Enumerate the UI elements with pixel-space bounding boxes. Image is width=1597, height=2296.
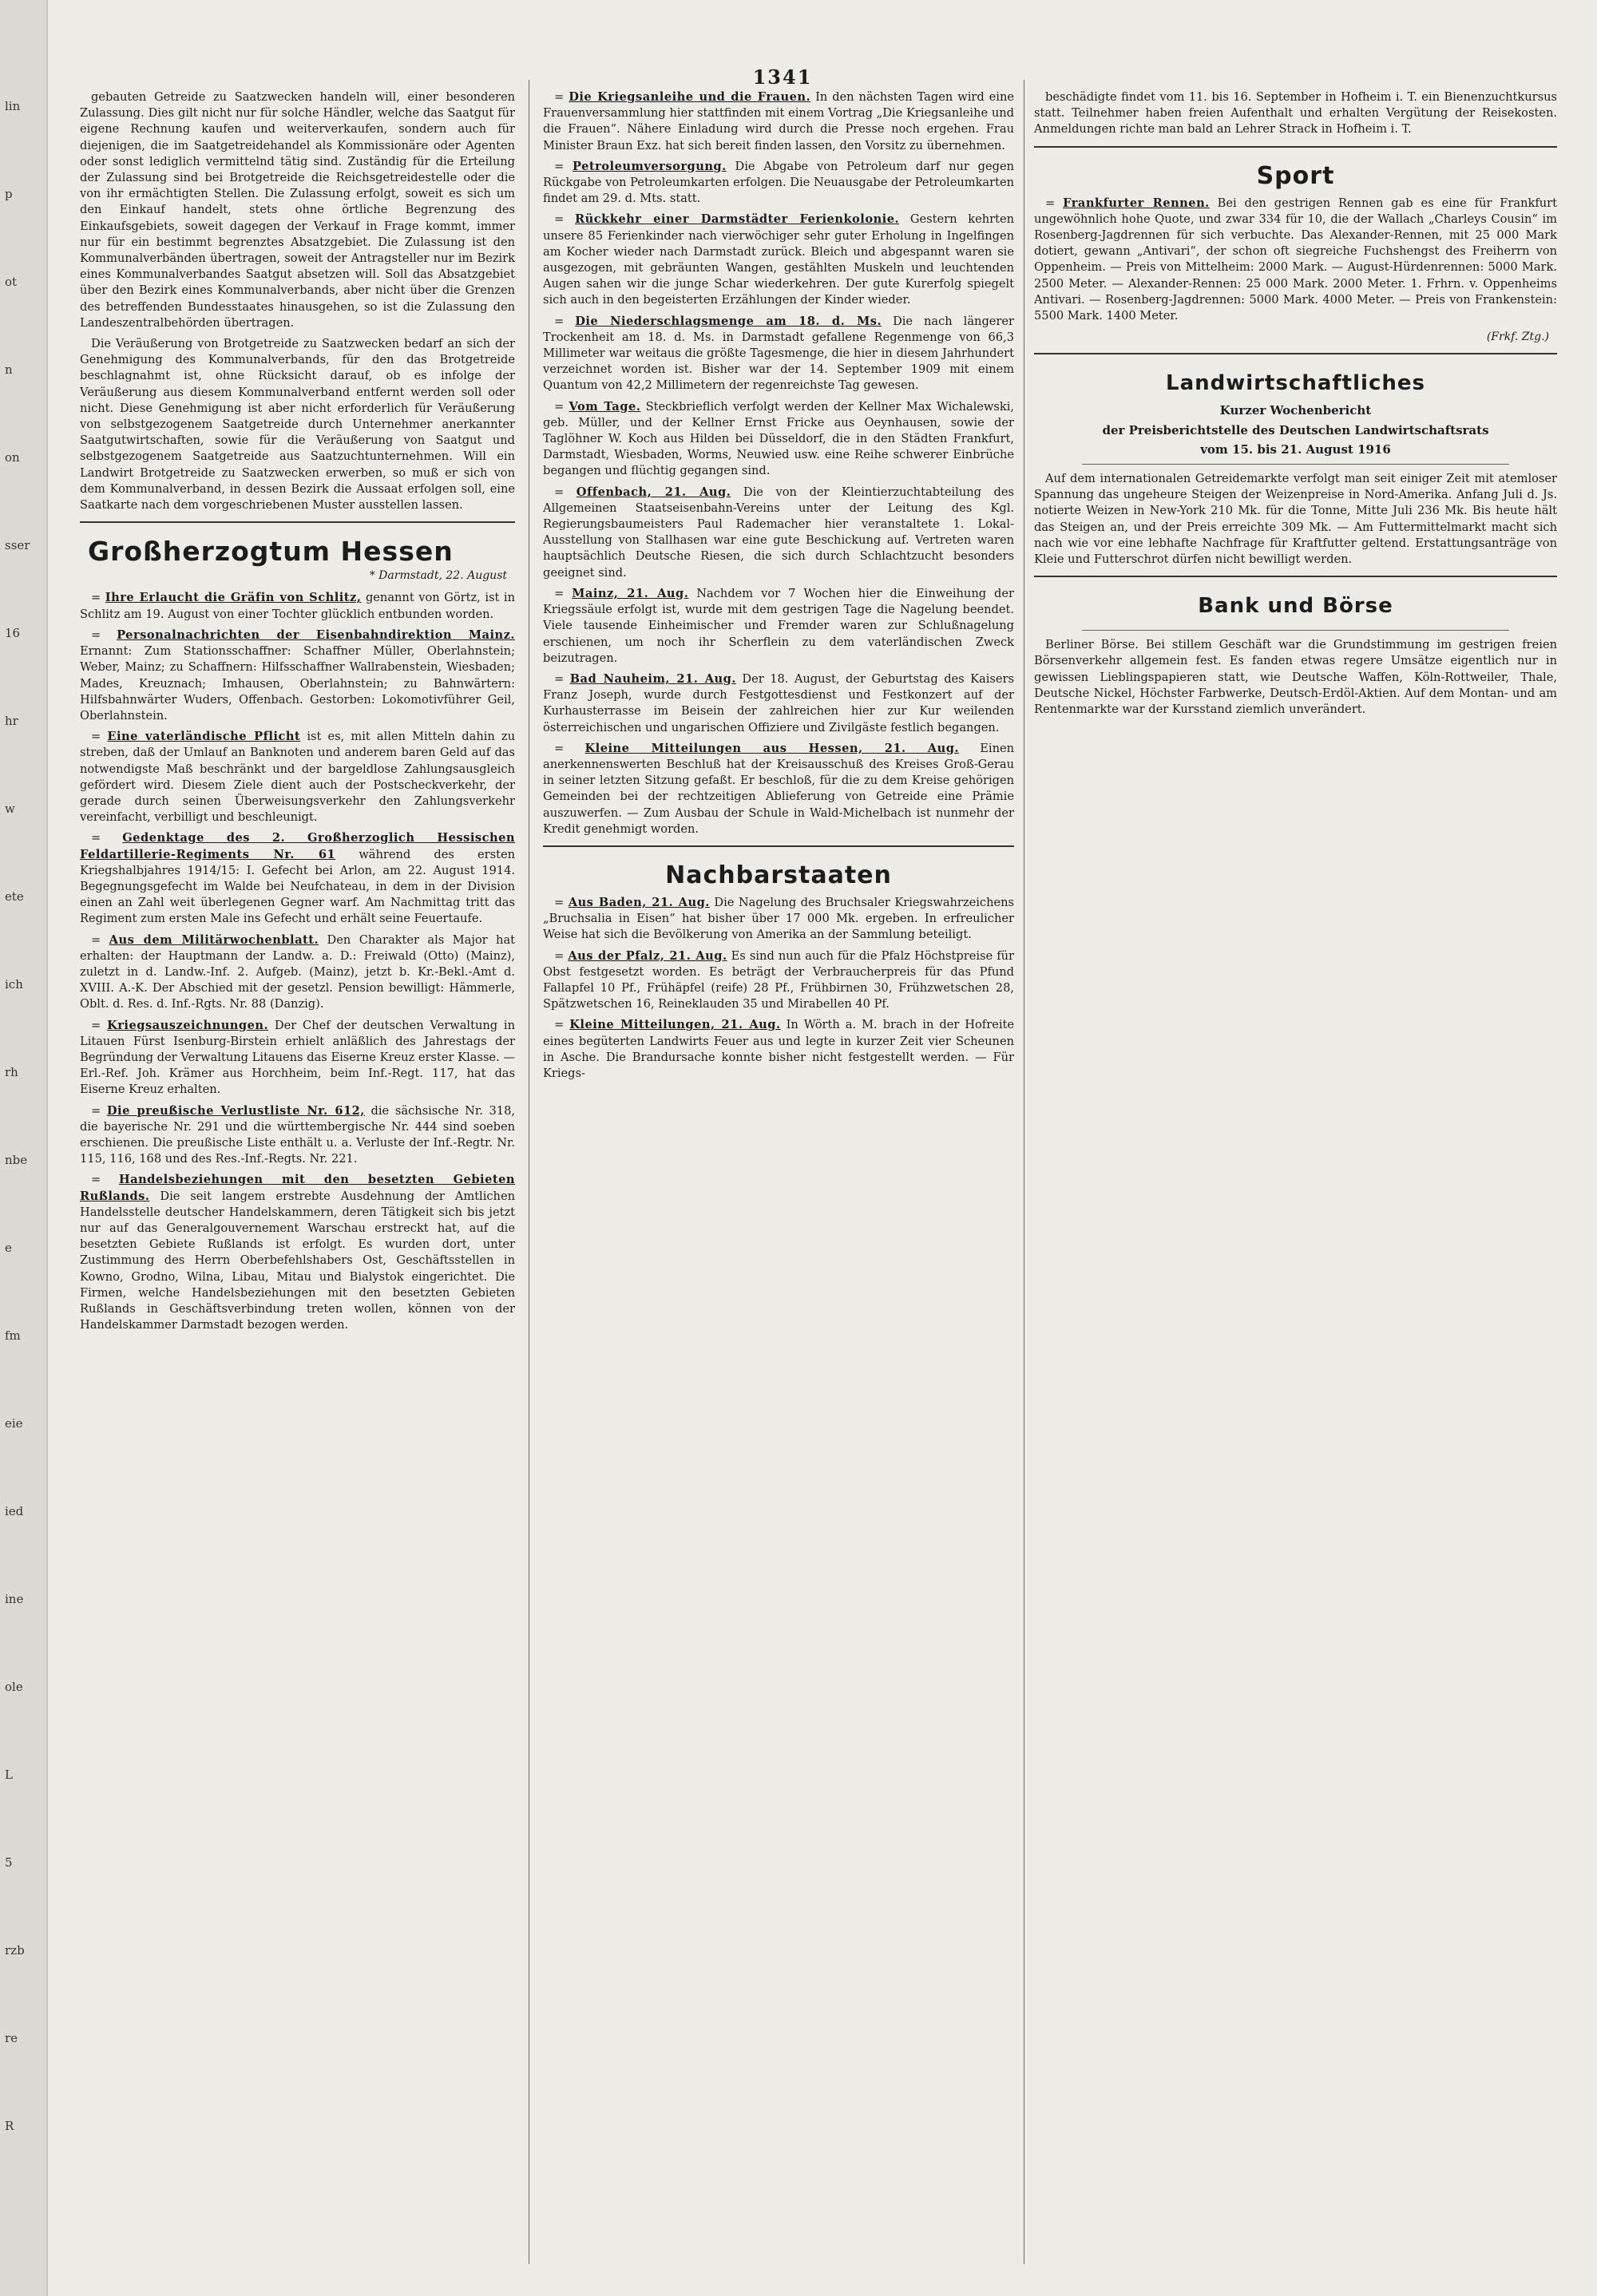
news-item: = Petroleumversorgung. Die Abgabe von Petroleum darf nur gegen Rückgabe von Petroleumkarten erfolgen. Die Neuausgabe der Petroleumkarten findet am 29. d. Mts. statt.	[543, 159, 1014, 206]
news-item-headline: Petroleumversorgung.	[573, 159, 727, 173]
edge-fragment: w	[5, 802, 15, 816]
news-item-headline: Eine vaterländische Pflicht	[107, 730, 301, 744]
edge-fragment: rh	[5, 1065, 18, 1079]
news-item-headline: Frankfurter Rennen.	[1063, 196, 1210, 210]
news-item-text: Ernannt: Zum Stationsschaffner: Schaffner Müller, Oberlahnstein; Weber, Mainz; zu Schaffnern: Hilfsschaffner Wallrabenstein, Wiesbaden; Mades, Kreuznach; Imhausen, Oberlahnstein; zu Bahnwärtern: Hilfsbahnwärter Wuders, Offenbach. Gestorben: Lokomotivführer Geil, Oberlahnstein.	[80, 644, 515, 722]
edge-fragment: e	[5, 1241, 12, 1255]
dateline: * Darmstadt, 22. August	[369, 569, 507, 583]
news-item: = Handelsbeziehungen mit den besetzten Gebieten Rußlands. Die seit langem erstrebte Ausdehnung der Amtlichen Handelsstelle deutscher Handelskammern, deren Tätigkeit sich bis jetzt nur auf das Generalgouvernement Warschau erstreckt hat, auf die besetzten Gebiete Rußlands ist erfolgt. Es wurden dort, unter Zustimmung des Herrn Oberbefehlshabers Ost, Geschäftsstellen in Kowno, Grodno, Wilna, Libau, Mitau und Bialystok eingerichtet. Die Firmen, welche Handelsbeziehungen mit den besetzten Gebieten Rußlands in Geschäftsverbindung treten wollen, können von der Handelskammer Darmstadt bezogen werden.	[80, 1173, 515, 1332]
news-item-headline: Kleine Mitteilungen, 21. Aug.	[569, 1018, 781, 1032]
col1-news-list	[80, 590, 515, 1333]
edge-fragment: re	[5, 2031, 18, 2045]
news-item-headline: Aus dem Militärwochenblatt.	[109, 932, 319, 947]
edge-fragment: R	[5, 2119, 14, 2133]
news-item-text: ist es, mit allen Mitteln dahin zu streben, daß der Umlauf an Banknoten und anderem baren Geld auf das notwendigste Maß beschränkt und der bargeldlose Zahlungsausgleich gefördert wird. Diesem Ziele dient auch der Postscheckverkehr, der gerade durch seinen Überweisungsverkehr den Zahlungsverkehr vereinfacht, verbilligt und beschleunigt.	[80, 730, 515, 825]
news-item-headline: Bad Nauheim, 21. Aug.	[569, 671, 736, 686]
column-fade	[543, 2240, 1014, 2264]
news-item-headline: Gedenktage des 2. Großherzoglich Hessischen Feldartillerie-Regiments Nr. 61	[80, 831, 515, 861]
news-item: = Aus der Pfalz, 21. Aug. Es sind nun auch für die Pfalz Höchstpreise für Obst festgesetzt worden. Es beträgt der Verbraucherpreis für das Pfund Fallapfel 10 Pf., Frühäpfel (reife) 28 Pf., Frühbirnen 30, Frühzwetschen 28, Spätzwetschen 16, Reineklauden 35 und Mirabellen 40 Pf.	[543, 948, 1014, 1011]
news-item-text: Steckbrieflich verfolgt werden der Kellner Max Wichalewski, geb. Müller, und der Kellner Ernst Fricke aus Oeynhausen, sowie der Taglöhner W. Koch aus Hilden bei Düsseldorf, die in den Städten Frankfurt, Darmstadt, Wiesbaden, Worms, Neuwied usw. eine Reihe schwerer Einbrüche begangen und flüchtig gegangen sind.	[543, 399, 1014, 478]
news-item-text: Gestern kehrten unsere 85 Ferienkinder nach vierwöchiger sehr guter Erholung in Ingelfingen am Kocher wieder nach Darmstadt zurück. Bleich und abgespannt waren sie ausgezogen, mit gebräunten Wangen, gestählten Muskeln und leuchtenden Augen sahen wir die junge Schar wiederkehren. Der gute Kurerfolg spiegelt sich auch in den begeisterten Erzählungen der Kinder wieder.	[543, 212, 1014, 307]
news-item-headline: Kleine Mitteilungen aus Hessen, 21. Aug.	[585, 741, 960, 755]
news-item-headline: Aus der Pfalz, 21. Aug.	[568, 948, 727, 963]
news-item-text: Die nach längerer Trockenheit am 18. d. Ms. in Darmstadt gefallene Regenmenge von 66,3 Millimeter war weitaus die größte Tagesmenge, die hier in diesem Jahrhundert verzeichnet worden ist. Bisher war der 14. September 1909 mit einem Quantum von 42,2 Millimetern der regenreichste Tag gewesen.	[543, 314, 1014, 393]
news-item-text: Der Chef der deutschen Verwaltung in Litauen Fürst Isenburg-Birstein erhielt anläßlich des Jahrestags der Begründung der Verwaltung Litauens das Eiserne Kreuz erster Klasse. — Erl.-Ref. Joh. Krämer aus Horchheim, beim Inf.-Regt. 117, hat das Eiserne Kreuz erhalten.	[80, 1018, 515, 1097]
news-item-text: Der 18. August, der Geburtstag des Kaisers Franz Joseph, wurde durch Festgottesdienst und Festkonzert auf der Kurhausterrasse im Beisein der zahlreichen hier zur Kur weilenden österreichischen und ungarischen Offiziere und Zivilgäste festlich begangen.	[543, 671, 1014, 734]
column-1	[80, 89, 515, 2264]
news-item: = Gedenktage des 2. Großherzoglich Hessischen Feldartillerie-Regiments Nr. 61 während des ersten Kriegshalbjahres 1914/15: I. Gefecht bei Arlon, am 22. August 1914. Begegnungsgefecht im Walde bei Neufchateau, in dem in der Division einen an Zahl weit überlegenen Gegner warf. Am Nachmittag tritt das Regiment zum ersten Male ins Gefecht und erhält seine Feuertaufe.	[80, 831, 515, 926]
news-item-headline: Offenbach, 21. Aug.	[576, 485, 731, 499]
agri-subtitle-2: der Preisberichtstelle des Deutschen Landwirtschaftsrats	[1102, 422, 1489, 437]
col2-news-list-2	[543, 895, 1014, 1082]
news-item: = Die Kriegsanleihe und die Frauen. In den nächsten Tagen wird eine Frauenversammlung hier stattfinden mit einem Vortrag „Die Kriegsanleihe und die Frauen“. Nähere Einladung wird durch die Presse noch ergehen. Frau Minister Braun Exz. hat sich bereit finden lassen, den Vorsitz zu übernehmen.	[543, 90, 1014, 152]
col3-intro: beschädigte findet vom 11. bis 16. September in Hofheim i. T. ein Bienenzuchtkursus statt. Teilnehmer haben freien Aufenthalt und erhalten Vergütung der Reisekosten. Anmeldungen richte man bald an Lehrer Strack in Hofheim i. T.	[1034, 90, 1557, 137]
edge-fragment: ete	[5, 889, 24, 904]
news-item: = Aus dem Militärwochenblatt. Den Charakter als Major hat erhalten: der Hauptmann der Landw. a. D.: Freiwald (Otto) (Mainz), zuletzt in d. Landw.-Inf. 2. Aufgeb. (Mainz), jetzt b. Kr.-Bekl.-Amt d. XVIII. A.-K. Der Abschied mit der gesetzl. Pension bewilligt: Hämmerle, Oblt. d. Res. d. Inf.-Rgts. Nr. 88 (Danzig).	[80, 932, 515, 1011]
news-item-headline: Ihre Erlaucht die Gräfin von Schlitz,	[105, 591, 362, 605]
edge-fragment: lin	[5, 99, 21, 113]
col2-news-list	[543, 89, 1014, 837]
news-item-headline: Die preußische Verlustliste Nr. 612,	[106, 1103, 365, 1118]
edge-fragment: ole	[5, 1680, 23, 1694]
bank-report: Berliner Börse. Bei stillem Geschäft war die Grundstimmung im gestrigen freien Börsenverkehr allgemein fest. Es fanden etwas regere Umsätze eigentlich nur in gewissen Lieblingspapieren statt, wie Deutsche Waffen, Köln-Rottweiler, Thale, Deutsche Nickel, Höchster Farbwerke, Deutsch-Erdöl-Aktien. Auf dem Montan- und am Rentenmarkte war der Kursstand ziemlich unverändert.	[1034, 638, 1557, 717]
news-item: = Kleine Mitteilungen aus Hessen, 21. Aug. Einen anerkennenswerten Beschluß hat der Kreisausschuß des Kreises Groß-Gerau in seiner letzten Sitzung gefaßt. Er beschloß, für die zu dem Kreise gehörigen Gemeinden bei der rechtzeitigen Ablieferung von Getreide eine Prämie auszuwerfen. — Zum Ausbau der Schule in Wald-Michelbach ist nunmehr der Kredit genehmigt worden.	[543, 741, 1014, 836]
edge-fragment: L	[5, 1768, 13, 1782]
subtitle-rule	[1082, 630, 1509, 631]
news-item: = Frankfurter Rennen. Bei den gestrigen Rennen gab es eine für Frankfurt ungewöhnlich hohe Quote, und zwar 334 für 10, die der Wallach „Charleys Cousin“ im Rosenberg-Jagdrennen für sich verbuchte. Das Alexander-Rennen, mit 25 000 Mark dotiert, gewann „Antivari“, der schon oft siegreiche Fuchshengst des Freiherrn von Oppenheim. — Preis von Mittelheim: 2000 Mark. — August-Hürdenrennen: 5000 Mark. 2500 Meter. — Alexander-Rennen: 25 000 Mark. 2000 Meter. 1. Frhrn. v. Oppenheims Antivari. — Rosenberg-Jagdrennen: 5000 Mark. 4000 Meter. — Preis von Frankenstein: 5500 Mark. 1400 Meter.	[1034, 196, 1557, 323]
section-title-nachbarstaaten: Nachbarstaaten	[665, 861, 892, 889]
news-item-text: genannt von Görtz, ist in Schlitz am 19. August von einer Tochter glücklich entbunden worden.	[80, 591, 515, 621]
sport-source: (Frkf. Ztg.)	[1486, 331, 1549, 344]
news-item: = Aus Baden, 21. Aug. Die Nagelung des Bruchsaler Kriegswahrzeichens „Bruchsalia in Eisen“ hat bisher über 17 000 Mk. ergeben. In erfreulicher Weise hat sich die Bevölkerung von Amerika an der Sammlung beteiligt.	[543, 895, 1014, 942]
news-item-headline: Rückkehr einer Darmstädter Ferienkolonie.	[574, 212, 900, 227]
edge-fragment: hr	[5, 714, 18, 728]
news-item-headline: Die Kriegsanleihe und die Frauen.	[569, 90, 811, 104]
section-rule	[1034, 353, 1557, 354]
news-item-headline: Kriegsauszeichnungen.	[107, 1018, 269, 1032]
edge-fragment: p	[5, 187, 13, 201]
edge-fragment: sser	[5, 538, 30, 552]
section-rule	[80, 521, 515, 523]
news-item-headline: Die Niederschlagsmenge am 18. d. Ms.	[575, 314, 882, 328]
news-item: = Offenbach, 21. Aug. Die von der Kleintierzuchtabteilung des Allgemeinen Staatseisenbahn-Vereins unter der Leitung des Kgl. Regierungsbaumeisters Paul Rademacher hier veranstaltete 1. Lokal-Ausstellung von Stallhasen war eine gute Beschickung auf. Vertreten waren hauptsächlich Deutsche Riesen, die sich durch Schlachtzucht besonders geeignet sind.	[543, 485, 1014, 580]
edge-fragment: eie	[5, 1416, 23, 1431]
edge-fragment: rzb	[5, 1943, 25, 1958]
news-item-headline: Vom Tage.	[569, 399, 641, 414]
col1-intro: gebauten Getreide zu Saatzwecken handeln will, einer besonderen Zulassung. Dies gilt nicht nur für solche Händler, welche das Saatgut für eigene Rechnung kaufen und weiterverkaufen, sondern auch für diejenigen, die im Saatgetreidehandel als Kommissionäre oder Agenten oder sonst lediglich vermittelnd tätig sind. Zuständig für die Erteilung der Zulassung sind bei Brotgetreide die Reichsgetreidestelle oder die von ihr ermächtigten Stellen. Die Zulassung erfolgt, soweit es sich um den Einkauf handelt, stets ohne örtliche Begrenzung des Einkaufsgebiets, soweit dagegen der Verkauf in Frage kommt, immer nur für ein bestimmt begrenztes Absatzgebiet. Die Zulassung ist den Kommunalverbänden übertragen, soweit der Antragsteller nur im Bezirk eines Kommunalverbandes Saatgut absetzen will. Soll das Absatzgebiet über den Bezirk eines Kommunalverbands, aber nicht über die Grenzen des betreffenden Bundesstaates hinausgehen, so ist die Zulassung den Landeszentralbehörden übertragen.	[80, 90, 515, 330]
agri-subtitle-3: vom 15. bis 21. August 1916	[1200, 441, 1391, 457]
news-item-text: Es sind nun auch für die Pfalz Höchstpreise für Obst festgesetzt worden. Es beträgt der Verbraucherpreis für das Pfund Fallapfel 10 Pf., Frühäpfel (reife) 28 Pf., Frühbirnen 30, Frühzwetschen 28, Spätzwetschen 16, Reineklauden 35 und Mirabellen 40 Pf.	[543, 948, 1014, 1011]
section-title-sport: Sport	[1256, 161, 1335, 190]
news-item: = Kriegsauszeichnungen. Der Chef der deutschen Verwaltung in Litauen Fürst Isenburg-Birstein erhielt anläßlich des Jahrestags der Begründung der Verwaltung Litauens das Eiserne Kreuz erster Klasse. — Erl.-Ref. Joh. Krämer aus Horchheim, beim Inf.-Regt. 117, hat das Eiserne Kreuz erhalten.	[80, 1018, 515, 1097]
column-fade	[80, 2240, 515, 2264]
news-item: = Personalnachrichten der Eisenbahndirektion Mainz. Ernannt: Zum Stationsschaffner: Schaffner Müller, Oberlahnstein; Weber, Mainz; zu Schaffnern: Hilfsschaffner Wallrabenstein, Wiesbaden; Mades, Kreuznach; Imhausen, Oberlahnstein; zu Bahnwärtern: Hilfsbahnwärter Wuders, Offenbach. Gestorben: Lokomotivführer Geil, Oberlahnstein.	[80, 627, 515, 722]
news-item: = Die preußische Verlustliste Nr. 612, die sächsische Nr. 318, die bayerische Nr. 291 und die württembergische Nr. 444 sind soeben erschienen. Die preußische Liste enthält u. a. Verluste der Inf.-Regtr. Nr. 115, 116, 168 und des Res.-Inf.-Regts. Nr. 221.	[80, 1103, 515, 1166]
page-number: 1341	[752, 65, 813, 89]
news-item: = Rückkehr einer Darmstädter Ferienkolonie. Gestern kehrten unsere 85 Ferienkinder nach vierwöchiger sehr guter Erholung in Ingelfingen am Kocher wieder nach Darmstadt zurück. Bleich und abgespannt waren sie ausgezogen, mit gebräunten Wangen, gestählten Muskeln und leuchtenden Augen sahen wir die junge Schar wiederkehren. Der gute Kurerfolg spiegelt sich auch in den begeisterten Erzählungen der Kinder wieder.	[543, 212, 1014, 307]
news-item-text: Einen anerkennenswerten Beschluß hat der Kreisausschuß des Kreises Groß-Gerau in seiner letzten Sitzung gefaßt. Er beschloß, für die zu dem Kreise gehörigen Gemeinden bei der rechtzeitigen Ablieferung von Getreide eine Prämie auszuwerfen. — Zum Ausbau der Schule in Wald-Michelbach ist nunmehr der Kredit genehmigt worden.	[543, 741, 1014, 836]
edge-fragment: 16	[5, 626, 21, 640]
section-title-agriculture: Landwirtschaftliches	[1166, 371, 1425, 396]
news-item-headline: Mainz, 21. Aug.	[572, 586, 689, 600]
news-item-text: Nachdem vor 7 Wochen hier die Einweihung der Kriegssäule erfolgt ist, wurde mit dem gestrigen Tage die Nagelung beendet. Viele tausende Einheimischer und Fremder waren zur Schlußnagelung erschienen, um noch ihr Scherflein zu dem vaterländischen Zweck beizutragen.	[543, 586, 1014, 665]
edge-fragment: ich	[5, 977, 23, 992]
news-item-text: Den Charakter als Major hat erhalten: der Hauptmann der Landw. a. D.: Freiwald (Otto) (Mainz), zuletzt in d. Landw.-Inf. 2. Aufgeb. (Mainz), jetzt b. Kr.-Bekl.-Amt d. XVIII. A.-K. Der Abschied mit der gesetzl. Pension bewilligt: Hämmerle, Oblt. d. Res. d. Inf.-Rgts. Nr. 88 (Danzig).	[80, 932, 515, 1011]
edge-fragment: fm	[5, 1328, 21, 1343]
subtitle-rule	[1082, 464, 1509, 465]
section-title-hessen: Großherzogtum Hessen	[88, 536, 454, 568]
column-2	[543, 89, 1014, 2264]
news-item: = Mainz, 21. Aug. Nachdem vor 7 Wochen hier die Einweihung der Kriegssäule erfolgt ist, wurde mit dem gestrigen Tage die Nagelung beendet. Viele tausende Einheimischer und Fremder waren zur Schlußnagelung erschienen, um noch ihr Scherflein zu dem vaterländischen Zweck beizutragen.	[543, 586, 1014, 665]
news-item-text: Die Abgabe von Petroleum darf nur gegen Rückgabe von Petroleumkarten erfolgen. Die Neuausgabe der Petroleumkarten findet am 29. d. Mts. statt.	[543, 159, 1014, 206]
column-fade	[1034, 2240, 1557, 2264]
section-title-bank: Bank und Börse	[1198, 594, 1393, 619]
section-rule	[1034, 576, 1557, 577]
section-rule	[1034, 146, 1557, 148]
news-item: = Eine vaterländische Pflicht ist es, mit allen Mitteln dahin zu streben, daß der Umlauf an Banknoten und anderem baren Geld auf das notwendigste Maß beschränkt und der bargeldlose Zahlungsausgleich gefördert wird. Diesem Ziele dient auch der Postscheckverkehr, der gerade durch seinen Überweisungsverkehr den Zahlungsverkehr vereinfacht, verbilligt und beschleunigt.	[80, 730, 515, 825]
news-item-headline: Personalnachrichten der Eisenbahndirektion Mainz.	[117, 627, 515, 642]
news-item-text: In den nächsten Tagen wird eine Frauenversammlung hier stattfinden mit einem Vortrag „Die Kriegsanleihe und die Frauen“. Nähere Einladung wird durch die Presse noch ergehen. Frau Minister Braun Exz. hat sich bereit finden lassen, den Vorsitz zu übernehmen.	[543, 90, 1014, 152]
news-item-text: Die seit langem erstrebte Ausdehnung der Amtlichen Handelsstelle deutscher Handelskammern, deren Tätigkeit sich bis jetzt nur auf das Generalgouvernement Warschau erstreckt hat, auf die besetzten Gebiete Rußlands ist erfolgt. Es wurden dort, unter Zustimmung des Herrn Oberbefehlshabers Ost, Geschäftsstellen in Kowno, Grodno, Wilna, Libau, Mitau und Bialystok eingerichtet. Die Firmen, welche Handelsbeziehungen mit den besetzten Gebieten Rußlands in Geschäftsverbindung treten wollen, können von der Handelskammer Darmstadt bezogen werden.	[80, 1189, 515, 1332]
adjacent-page-edge	[0, 0, 48, 2296]
news-item: = Bad Nauheim, 21. Aug. Der 18. August, der Geburtstag des Kaisers Franz Joseph, wurde durch Festgottesdienst und Festkonzert auf der Kurhausterrasse im Beisein der zahlreichen hier zur Kur weilenden österreichischen und ungarischen Offiziere und Zivilgäste festlich begangen.	[543, 671, 1014, 734]
agri-subtitle-1: Kurzer Wochenbericht	[1219, 403, 1372, 418]
edge-fragment: n	[5, 362, 13, 377]
news-item-text: Bei den gestrigen Rennen gab es eine für Frankfurt ungewöhnlich hohe Quote, und zwar 334 für 10, die der Wallach „Charleys Cousin“ im Rosenberg-Jagdrennen für sich verbuchte. Das Alexander-Rennen, mit 25 000 Mark dotiert, gewann „Antivari“, der schon oft siegreiche Fuchshengst des Freiherrn von Oppenheim. — Preis von Mittelheim: 2000 Mark. — August-Hürdenrennen: 5000 Mark. 2500 Meter. — Alexander-Rennen: 25 000 Mark. 2000 Meter. 1. Frhrn. v. Oppenheims Antivari. — Rosenberg-Jagdrennen: 5000 Mark. 4000 Meter. — Preis von Frankenstein: 5500 Mark. 1400 Meter.	[1034, 196, 1557, 323]
column-3	[1034, 89, 1557, 2264]
news-item-text: die sächsische Nr. 318, die bayerische Nr. 291 und die württembergische Nr. 444 sind soeben erschienen. Die preußische Liste enthält u. a. Verluste der Inf.-Regtr. Nr. 115, 116, 168 und des Res.-Inf.-Regts. Nr. 221.	[80, 1103, 515, 1166]
edge-fragment: ot	[5, 275, 18, 289]
news-item-text: während des ersten Kriegshalbjahres 1914/15: I. Gefecht bei Arlon, am 22. August 1914. Begegnungsgefecht im Walde bei Neufchateau, in dem in der Division einen an Zahl weit überlegenen Gegner warf. Am Nachmittag tritt das Regiment zum ersten Male ins Gefecht und erhält seine Feuertaufe.	[80, 847, 515, 926]
edge-fragment: ied	[5, 1504, 24, 1518]
edge-fragment: ine	[5, 1592, 24, 1606]
sport-news-list	[1034, 196, 1557, 325]
edge-fragment: nbe	[5, 1153, 28, 1167]
agri-report: Auf dem internationalen Getreidemarkte verfolgt man seit einiger Zeit mit atemloser Spannung das ungeheure Steigen der Weizenpreise in Nord-Amerika. Anfang Juli d. Js. notierte Weizen in New-York 210 Mk. für die Tonne, Mitte Juli 236 Mk. Bis heute hält das Steigen an, und der Preis erreichte 309 Mk. — Am Futtermittelmarkt macht sich nach wie vor eine lebhafte Nachfrage für Kraftfutter geltend. Erstattungsanträge von Kleie und Futterschrot dürfen nicht bewilligt werden.	[1034, 472, 1557, 567]
news-item: = Vom Tage. Steckbrieflich verfolgt werden der Kellner Max Wichalewski, geb. Müller, und der Kellner Ernst Fricke aus Oeynhausen, sowie der Taglöhner W. Koch aus Hilden bei Düsseldorf, die in den Städten Frankfurt, Darmstadt, Wiesbaden, Worms, Neuwied usw. eine Reihe schwerer Einbrüche begangen und flüchtig gegangen sind.	[543, 399, 1014, 478]
news-item-text: Die Nagelung des Bruchsaler Kriegswahrzeichens „Bruchsalia in Eisen“ hat bisher über 17 000 Mk. ergeben. In erfreulicher Weise hat sich die Bevölkerung von Amerika an der Sammlung beteiligt.	[543, 895, 1014, 942]
news-item: = Kleine Mitteilungen, 21. Aug. In Wörth a. M. brach in der Hofreite eines begüterten Landwirts Feuer aus und legte in kurzer Zeit vier Scheunen in Asche. Die Brandursache konnte bisher nicht festgestellt werden. — Für Kriegs-	[543, 1018, 1014, 1080]
news-item-text: Die von der Kleintierzuchtabteilung des Allgemeinen Staatseisenbahn-Vereins unter der Leitung des Kgl. Regierungsbaumeisters Paul Rademacher hier veranstaltete 1. Lokal-Ausstellung von Stallhasen war eine gute Beschickung auf. Vertreten waren hauptsächlich Deutsche Riesen, die sich durch Schlachtzucht besonders geeignet sind.	[543, 485, 1014, 580]
section-rule	[543, 845, 1014, 847]
edge-fragment: on	[5, 450, 20, 465]
news-item: = Die Niederschlagsmenge am 18. d. Ms. Die nach längerer Trockenheit am 18. d. Ms. in Darmstadt gefallene Regenmenge von 66,3 Millimeter war weitaus die größte Tagesmenge, die hier in diesem Jahrhundert verzeichnet worden ist. Bisher war der 14. September 1909 mit einem Quantum von 42,2 Millimetern der regenreichste Tag gewesen.	[543, 314, 1014, 393]
news-item-text: In Wörth a. M. brach in der Hofreite eines begüterten Landwirts Feuer aus und legte in kurzer Zeit vier Scheunen in Asche. Die Brandursache konnte bisher nicht festgestellt werden. — Für Kriegs-	[543, 1018, 1014, 1080]
edge-fragment: 5	[5, 1855, 13, 1870]
news-item: = Ihre Erlaucht die Gräfin von Schlitz, genannt von Görtz, ist in Schlitz am 19. August von einer Tochter glücklich entbunden worden.	[80, 591, 515, 621]
news-item-headline: Handelsbeziehungen mit den besetzten Gebieten Rußlands.	[80, 1173, 515, 1203]
col1-para2: Die Veräußerung von Brotgetreide zu Saatzwecken bedarf an sich der Genehmigung des Kommunalverbands, für den das Brotgetreide beschlagnahmt ist, ohne Rücksicht darauf, ob es infolge der Veräußerung aus diesem Kommunalverband entfernt werden soll oder nicht. Diese Genehmigung ist aber nicht erforderlich für Veräußerung von selbstgezogenem Saatgetreide durch Unternehmer anerkannter Saatgutwirtschaften, sowie für die Veräußerung von Saatgut und selbstgezogenem Saatgetreide aus Saatzuchtunternehmen. Will ein Landwirt Brotgetreide zu Saatzwecken erwerben, so muß er sich von dem Kommunalverband, in dessen Bezirk die Aussaat erfolgen soll, eine Saatkarte nach dem vorgeschriebenen Muster ausstellen lassen.	[80, 337, 515, 513]
news-item-headline: Aus Baden, 21. Aug.	[568, 895, 710, 909]
